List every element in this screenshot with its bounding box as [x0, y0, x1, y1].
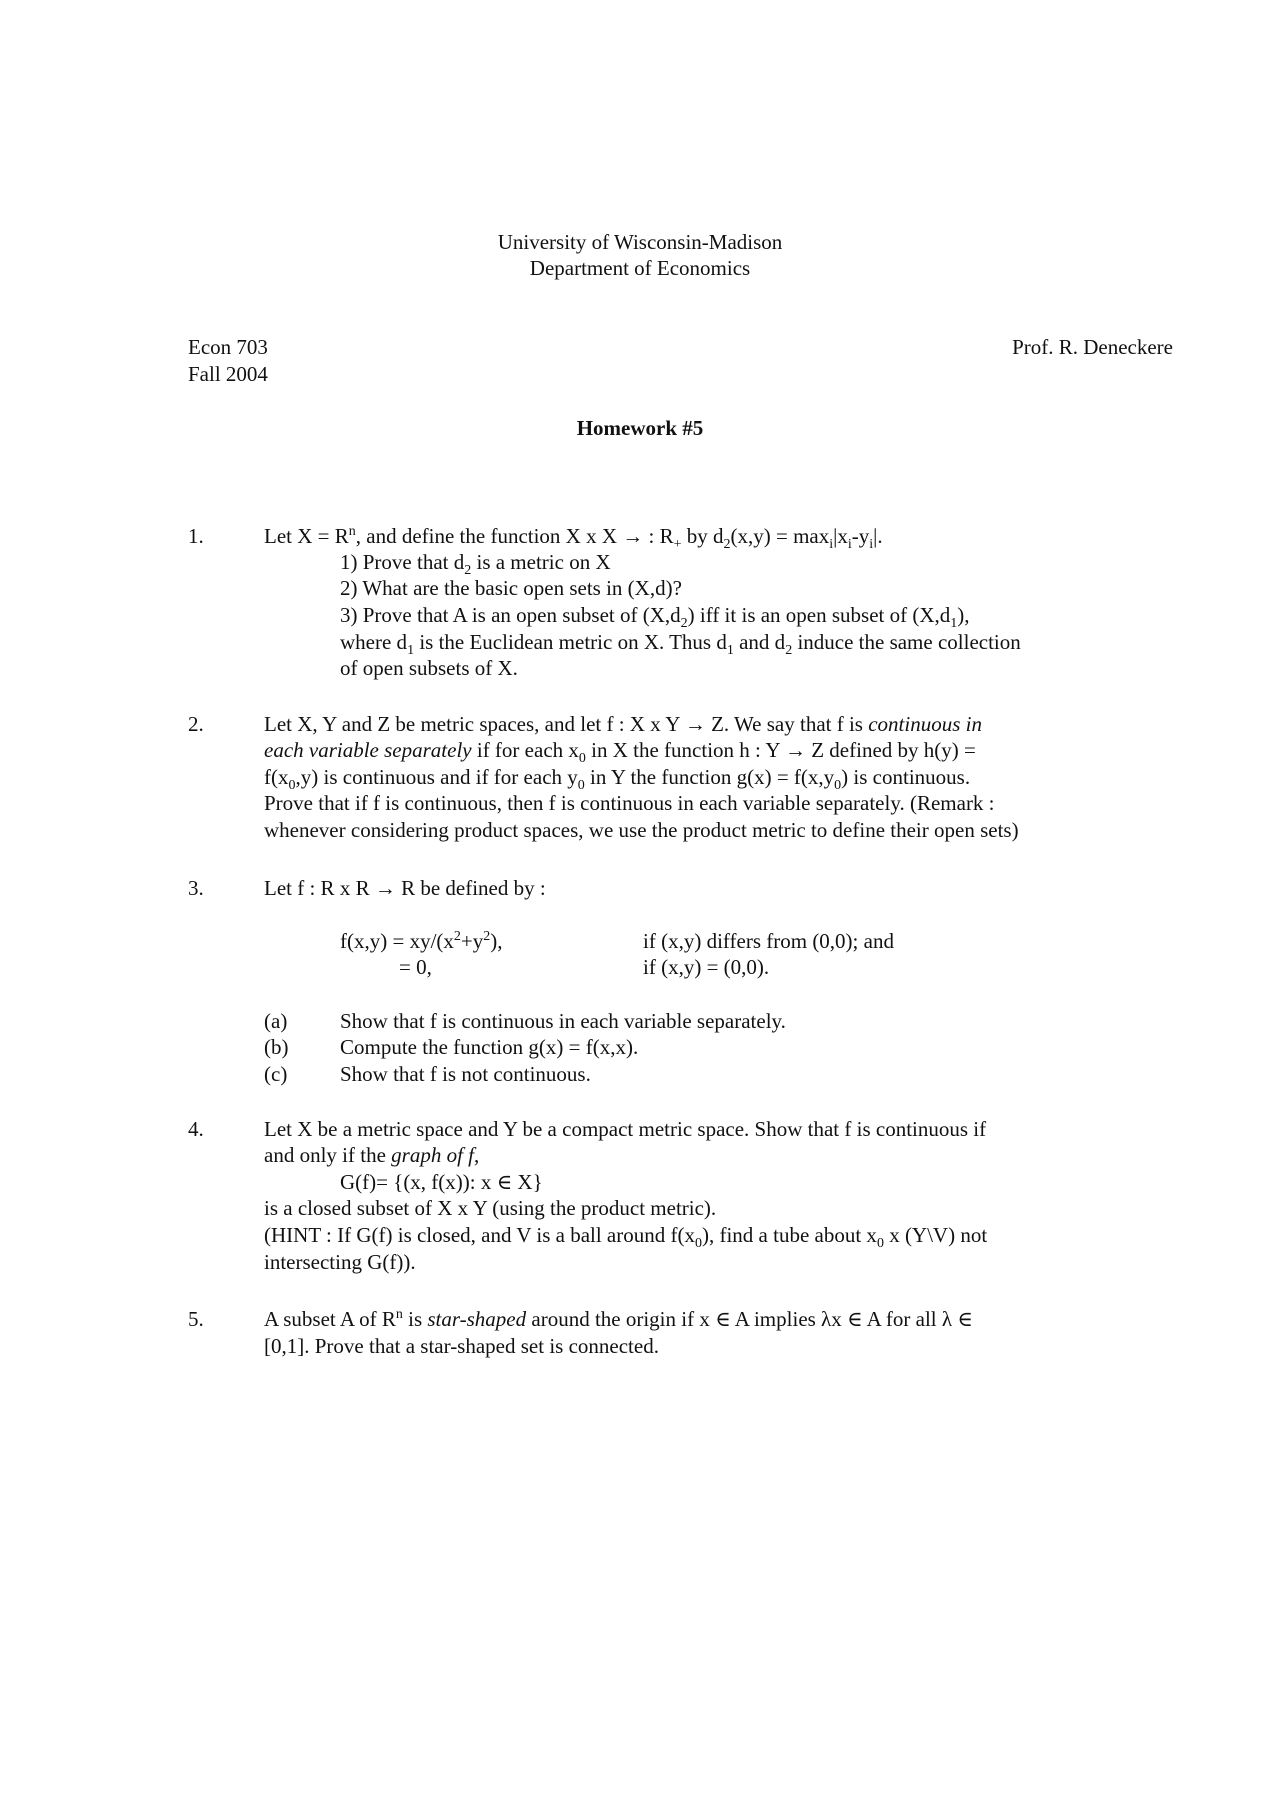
problem-1-line: where $d_1$ is the Euclidean metric on X. Thus $d_1$ and $d_2$ induce the same collection	[340, 630, 1021, 659]
part-text: Show that f is not continuous.	[340, 1062, 591, 1086]
part-label: (a)	[264, 1009, 288, 1033]
problem-4-line: (HINT : If G(f) is closed, and V is a ball around $f(x_0)$, find a tube about $x_0$ x (Y\V) not	[264, 1223, 988, 1252]
problem-number: 5.	[188, 1307, 204, 1331]
problem-2-line: $f(x_0,y)$ is continuous and if for each $y_0$ in Y the function $g(x) = f(x,y_0)$ is continuous.	[264, 765, 971, 794]
part-label: (c)	[264, 1062, 288, 1086]
problem-2-line: Let X, Y and Z be metric spaces, and let f : X x Y → Z. We say that f is continuous in	[264, 712, 982, 736]
problem-2-line: each variable separately if for each $x_0$ in X the function h : Y → Z defined by h(y) =	[264, 738, 976, 767]
problem-number: 3.	[188, 876, 204, 900]
course-term: Fall 2004	[188, 362, 268, 386]
problem-2-line: Prove that if f is continuous, then f is continuous in each variable separately. (Remark :	[264, 791, 995, 815]
homework-title: Homework #5	[576, 416, 704, 440]
problem-4-line: is a closed subset of X x Y (using the product metric).	[264, 1196, 717, 1220]
university-name: University of Wisconsin-Madison	[497, 230, 783, 254]
problem-4-line: Let X be a metric space and Y be a compact metric space. Show that f is continuous if	[264, 1117, 987, 1141]
problem-1-line: 2) What are the basic open sets in (X,d)?	[340, 576, 682, 600]
problem-number: 2.	[188, 712, 204, 736]
part-label: (b)	[264, 1035, 289, 1059]
function-condition: if (x,y) differs from (0,0); and	[643, 929, 894, 953]
function-condition: if (x,y) = (0,0).	[643, 955, 770, 979]
problem-1-line: of open subsets of X.	[340, 656, 518, 680]
problem-4-line: G(f)= {(x, f(x)): x ∈ X}	[340, 1170, 543, 1194]
problem-1-line: Let $X = R^n$, and define the function X x X → : $R_+$ by $d_2(x,y) = \max_i|x_i-y_i|$.	[264, 524, 883, 553]
problem-1-line: 1) Prove that $d_2$ is a metric on X	[340, 550, 611, 579]
problem-4-line: and only if the graph of f,	[264, 1143, 480, 1167]
department-name: Department of Economics	[529, 256, 751, 280]
function-definition: $f(x,y) = xy/(x^2+y^2)$,	[340, 929, 503, 953]
problem-4-line: intersecting G(f)).	[264, 1250, 416, 1274]
professor-name: Prof. R. Deneckere	[1012, 335, 1173, 359]
problem-5-line: A subset A of $R^n$ is star-shaped around the origin if x ∈ A implies λx ∈ A for all λ ∈	[264, 1307, 973, 1331]
problem-number: 4.	[188, 1117, 204, 1141]
course-code: Econ 703	[188, 335, 268, 359]
function-definition: = 0,	[399, 955, 432, 979]
part-text: Show that f is continuous in each variable separately.	[340, 1009, 786, 1033]
part-text: Compute the function g(x) = f(x,x).	[340, 1035, 639, 1059]
problem-5-line: [0,1]. Prove that a star-shaped set is connected.	[264, 1334, 659, 1358]
problem-1-line: 3) Prove that A is an open subset of $(X,d_2)$ iff it is an open subset of $(X,d_1)$,	[340, 603, 970, 632]
problem-2-line: whenever considering product spaces, we use the product metric to define their open sets)	[264, 818, 1019, 842]
problem-3-intro: Let f : R x R → R be defined by :	[264, 876, 546, 900]
problem-number: 1.	[188, 524, 204, 548]
